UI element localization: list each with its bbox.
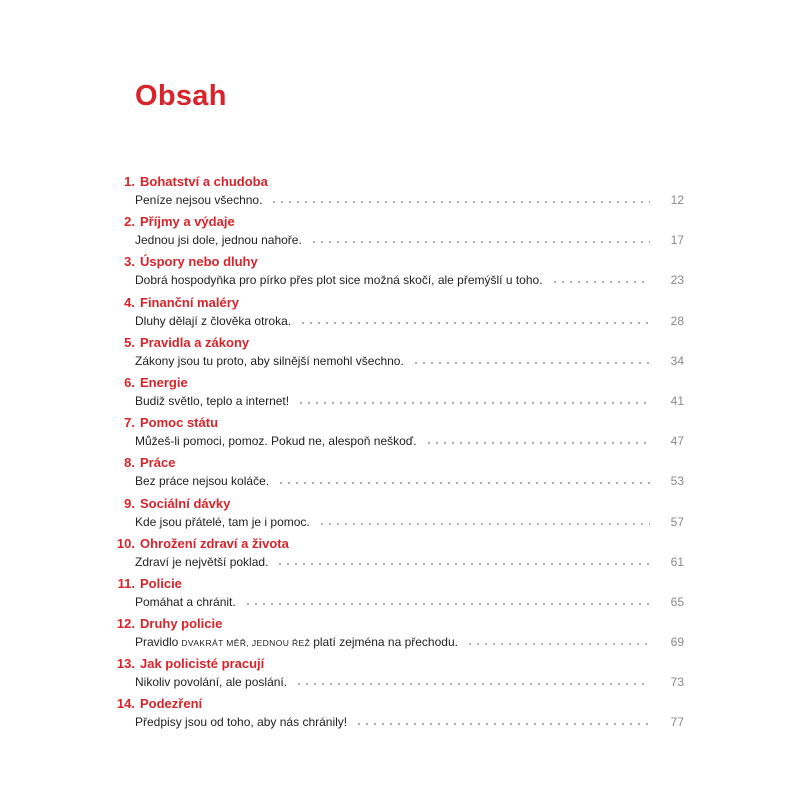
toc-entry[interactable] bbox=[0, 534, 800, 574]
chapter-heading bbox=[124, 494, 231, 514]
toc-entry[interactable] bbox=[0, 373, 800, 413]
page-title: Obsah bbox=[135, 80, 227, 112]
dot-leader bbox=[466, 643, 650, 645]
chapter-title: Podezření bbox=[140, 696, 203, 712]
chapter-heading bbox=[124, 252, 258, 272]
dot-leader bbox=[295, 683, 650, 685]
toc-entry[interactable] bbox=[0, 413, 800, 453]
chapter-heading bbox=[124, 413, 219, 433]
chapter-heading bbox=[124, 293, 239, 313]
toc-entry[interactable] bbox=[0, 453, 800, 493]
chapter-number: 3. bbox=[124, 254, 135, 270]
dot-leader bbox=[299, 322, 650, 324]
dot-leader bbox=[276, 563, 650, 565]
chapter-heading bbox=[124, 373, 188, 393]
chapter-heading bbox=[116, 654, 265, 674]
toc-entry[interactable] bbox=[0, 614, 800, 654]
page-number: 23 bbox=[670, 273, 684, 288]
page-number: 77 bbox=[670, 715, 684, 730]
toc-entry[interactable] bbox=[0, 293, 800, 333]
chapter-title: Druhy policie bbox=[140, 616, 223, 632]
table-of-contents bbox=[0, 172, 800, 735]
chapter-number: 6. bbox=[124, 374, 135, 390]
page-number: 12 bbox=[670, 193, 684, 207]
chapter-subtitle bbox=[135, 632, 466, 653]
chapter-number: 8. bbox=[124, 455, 135, 471]
subtitle-text: platí zejména na přechodu. bbox=[313, 634, 458, 649]
chapter-subtitle: Pomáhat a chránit. bbox=[135, 594, 236, 609]
chapter-title: Ohrožení zdraví a života bbox=[140, 535, 289, 551]
page-number: 65 bbox=[670, 594, 684, 609]
dot-leader bbox=[310, 241, 650, 243]
dot-leader bbox=[277, 482, 650, 484]
chapter-number: 11. bbox=[117, 575, 135, 591]
chapter-subtitle: Zákony jsou tu proto, aby silnější nemohl všechno. bbox=[135, 353, 404, 368]
chapter-number: 9. bbox=[124, 495, 135, 511]
page-number: 34 bbox=[670, 353, 684, 368]
toc-entry[interactable] bbox=[0, 212, 800, 252]
page-number: 17 bbox=[670, 233, 684, 248]
subtitle-small-caps: DVAKRÁT MĚŘ, JEDNOU ŘEŽ bbox=[181, 637, 311, 648]
chapter-subtitle: Můžeš-li pomoci, pomoz. Pokud ne, alespoň neškoď. bbox=[135, 434, 417, 449]
chapter-subtitle: Předpisy jsou od toho, aby nás chránily! bbox=[135, 715, 348, 730]
page-number: 57 bbox=[670, 514, 684, 529]
chapter-subtitle: Kde jsou přátelé, tam je i pomoc. bbox=[135, 514, 310, 529]
chapter-heading bbox=[117, 574, 182, 594]
chapter-title: Práce bbox=[140, 455, 176, 471]
chapter-number: 10. bbox=[116, 535, 135, 551]
chapter-title: Jak policisté pracují bbox=[140, 656, 265, 672]
chapter-title: Finanční maléry bbox=[140, 294, 239, 310]
chapter-title: Bohatství a chudoba bbox=[140, 174, 268, 189]
page-number: 47 bbox=[670, 434, 684, 449]
subtitle-text: Pravidlo bbox=[135, 634, 179, 649]
chapter-heading bbox=[116, 614, 223, 634]
dot-leader bbox=[244, 603, 650, 605]
chapter-subtitle: Nikoliv povolání, ale poslání. bbox=[135, 675, 288, 690]
chapter-number: 13. bbox=[116, 656, 135, 672]
toc-entry[interactable] bbox=[0, 172, 800, 212]
chapter-subtitle: Zdraví je největší poklad. bbox=[135, 554, 269, 569]
page-number: 41 bbox=[670, 393, 684, 408]
chapter-title: Příjmy a výdaje bbox=[140, 214, 235, 230]
chapter-subtitle: Budiž světlo, teplo a internet! bbox=[135, 393, 290, 408]
chapter-subtitle: Jednou jsi dole, jednou nahoře. bbox=[135, 233, 302, 248]
chapter-heading bbox=[124, 333, 250, 353]
chapter-title: Úspory nebo dluhy bbox=[140, 254, 258, 270]
dot-leader bbox=[297, 402, 650, 404]
page-number: 28 bbox=[670, 313, 684, 328]
chapter-heading bbox=[124, 212, 235, 232]
dot-leader bbox=[551, 281, 650, 283]
toc-entry[interactable] bbox=[0, 494, 800, 534]
chapter-title: Pomoc státu bbox=[140, 415, 219, 431]
toc-entry[interactable] bbox=[0, 654, 800, 694]
dot-leader bbox=[270, 201, 650, 203]
chapter-title: Pravidla a zákony bbox=[140, 334, 250, 350]
chapter-number: 4. bbox=[124, 294, 135, 310]
page-number: 61 bbox=[670, 554, 684, 569]
toc-entry[interactable] bbox=[0, 694, 800, 734]
chapter-heading bbox=[124, 172, 268, 192]
chapter-heading bbox=[124, 453, 176, 473]
toc-entry[interactable] bbox=[0, 252, 800, 292]
page-number: 53 bbox=[670, 474, 684, 489]
page-number: 69 bbox=[670, 635, 684, 650]
dot-leader bbox=[355, 723, 650, 725]
chapter-number: 5. bbox=[124, 334, 135, 350]
dot-leader bbox=[318, 523, 650, 525]
chapter-number: 2. bbox=[124, 214, 135, 230]
chapter-heading bbox=[116, 534, 289, 554]
chapter-number: 12. bbox=[116, 616, 135, 632]
chapter-subtitle: Dobrá hospodyňka pro pírko přes plot sice možná skočí, ale přemýšlí u toho. bbox=[135, 273, 543, 288]
dot-leader bbox=[412, 362, 650, 364]
chapter-subtitle: Peníze nejsou všechno. bbox=[135, 193, 263, 207]
chapter-title: Policie bbox=[140, 575, 182, 591]
chapter-heading bbox=[116, 694, 203, 714]
toc-entry[interactable] bbox=[0, 333, 800, 373]
chapter-subtitle: Dluhy dělají z člověka otroka. bbox=[135, 313, 292, 328]
toc-entry[interactable] bbox=[0, 574, 800, 614]
chapter-title: Sociální dávky bbox=[140, 495, 231, 511]
dot-leader bbox=[425, 442, 650, 444]
chapter-subtitle: Bez práce nejsou koláče. bbox=[135, 474, 270, 489]
chapter-number: 7. bbox=[124, 415, 135, 431]
page-number: 73 bbox=[670, 675, 684, 690]
chapter-title: Energie bbox=[140, 374, 188, 390]
chapter-number: 1. bbox=[124, 174, 135, 189]
chapter-number: 14. bbox=[116, 696, 135, 712]
